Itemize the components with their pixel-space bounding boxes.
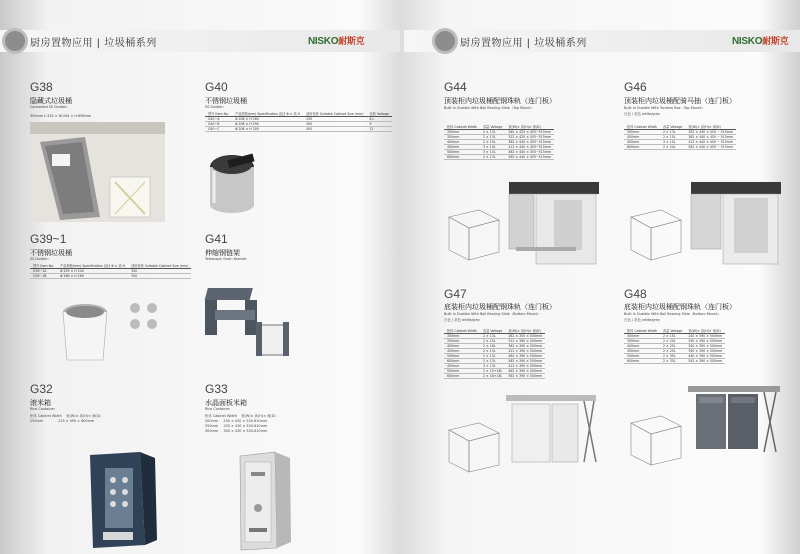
table-cell: 400 (303, 127, 366, 132)
table-cell: 2 × 18L (480, 344, 505, 349)
table-cell: 宽(W)× 高(H)× 深(D) (685, 124, 736, 130)
table-cell: 9 (366, 122, 391, 127)
table-cell: 柜体 Cabinet Width (444, 124, 480, 130)
table-cell: 2 × 35L (660, 359, 685, 364)
table-header-row (444, 124, 554, 130)
model-g39-1: G39~1 (30, 232, 67, 246)
table-cell: 500mm (624, 354, 660, 359)
table-row (444, 354, 545, 359)
table-row (444, 369, 545, 374)
table-cell: 412 × 440 × 455~515mm (505, 145, 554, 150)
product-color-g46: 白色 / 灰色 white/grey (624, 112, 660, 116)
table-cell: 240 × 390 × 500mm (685, 334, 725, 339)
table-cell: 2 × 15+18L (480, 369, 505, 374)
table-row (624, 354, 725, 359)
table-cell: 2 × 25L (660, 349, 685, 354)
table-row (624, 339, 725, 344)
table-cell: 柜体 Cabinet Width (624, 124, 660, 130)
table-cell: 300mm (624, 130, 660, 135)
table-cell: 宽(W)× 高(H)× 深(D) (685, 328, 725, 334)
table-cell: 2 × 15L (660, 334, 685, 339)
table-row (624, 349, 725, 354)
table-cell: 542 × 390 × 500mm (685, 359, 725, 364)
table-cell: 宽(W)× 高(H)× 深(D) (505, 124, 554, 130)
product-name-g33: 水晶面板米箱 (205, 399, 247, 407)
product-en-g40: SS Dustbin (205, 105, 224, 109)
table-cell: 500mm (444, 369, 480, 374)
table-header: 适用柜体 Suitable Cabinet Size (mm) (303, 111, 366, 117)
table-cell: Φ 208 × H 290 (232, 122, 303, 127)
product-en-g46: Built In Dustbin With Tandem Box（Top Mount） (624, 106, 705, 110)
table-row (444, 344, 545, 349)
table-cell: 450mm (444, 364, 480, 369)
table-cell: 462 × 440 × 455~515mm (505, 150, 554, 155)
product-en-g47: Built In Dustbin With Ball Bearing Slide（Bottom Mount） (444, 312, 541, 316)
model-g33: G33 (205, 382, 228, 396)
product-en-g39-1: SS Dustbin (30, 257, 49, 261)
table-cell: 400mm (624, 344, 660, 349)
table-cell: 300 (303, 122, 366, 127)
table-cell: 3 × 13L (480, 364, 505, 369)
table-cell: 600mm (444, 359, 480, 364)
table-row (444, 155, 554, 160)
table-cell: 562 × 440 × 455~515mm (505, 155, 554, 160)
table-row (444, 334, 545, 339)
table-cell: 412 × 390 × 500mm (505, 364, 545, 369)
table-cell: 350mm (444, 339, 480, 344)
table-cell: G40~A (205, 117, 232, 122)
g41-image (200, 280, 300, 365)
table-cell: 300mm (624, 334, 660, 339)
model-g38: G38 (30, 80, 53, 94)
table-cell: 262 × 355 × 500mm (505, 334, 545, 339)
product-name-g48: 底装柜内垃圾桶配钢珠轨（连门板） (624, 303, 736, 311)
product-color-g48: 白色 / 灰色 white/grey (624, 318, 660, 322)
model-g32: G32 (30, 382, 53, 396)
table-cell: 8 L (366, 117, 391, 122)
table-cell: 2 × 18+18L (480, 374, 505, 379)
table-row (30, 274, 191, 279)
table-cell: 390 × 390 × 500mm (685, 349, 725, 354)
product-name-g41: 伸缩钢链架 (205, 249, 240, 257)
product-en-g44: Built In Dustbin With Ball Bearing Slide（Top Mount） (444, 106, 534, 110)
table-cell: 262 × 440 × 450 ~ 515mm (685, 130, 736, 135)
table-cell: 2 × 13L (480, 349, 505, 354)
table-cell: 2 × 20L (660, 145, 685, 150)
table-cell: 容量 Voltage (480, 328, 505, 334)
table-cell: 440 × 390 × 500mm (685, 354, 725, 359)
table-cell: 350mm (624, 339, 660, 344)
g38-image (30, 122, 165, 222)
model-g40: G40 (205, 80, 228, 94)
product-color-g47: 白色 / 灰色 white/grey (444, 318, 480, 322)
header-circle-icon (2, 28, 28, 54)
table-cell: Φ 259 × H 240 (57, 269, 128, 274)
table-cell: 2 × 15L (480, 339, 505, 344)
table-cell: 2 × 15L (660, 135, 685, 140)
g39-image (30, 290, 165, 365)
brand-logo (732, 34, 788, 47)
table-cell: G39~1A (30, 269, 57, 274)
table-cell: 2 × 13L (480, 155, 505, 160)
table-row (624, 359, 725, 364)
table-cell: 300mm (444, 130, 480, 135)
logo-text: NISKO (308, 36, 339, 47)
table-cell: 3 × 13L (480, 150, 505, 155)
table-cell: 462 × 390 × 500mm (505, 354, 545, 359)
table-cell: 562 × 390 × 500mm (505, 374, 545, 379)
header-circle-icon (432, 28, 458, 54)
table-cell: 2 × 13L (480, 130, 505, 135)
table-header: 型号 Item No. (205, 111, 232, 117)
table-header: 型号 Item No. (30, 263, 57, 269)
table-cell: 2 × 13L (480, 354, 505, 359)
logo-cn-text: 耐斯克 (338, 36, 365, 46)
table-cell: 362 × 440 × 450 ~ 515mm (685, 135, 736, 140)
model-g41: G41 (205, 232, 228, 246)
product-name-g32: 滚米箱 (30, 399, 51, 407)
table-cell: 450mm (444, 145, 480, 150)
product-name-g40: 不锈钢垃圾桶 (205, 97, 247, 105)
table-cell: 2 × 20L (660, 339, 685, 344)
table-cell: 312 × 425 × 455~515mm (505, 135, 554, 140)
g32-image (85, 450, 160, 550)
table-cell: Φ 208 × H 300 (232, 127, 303, 132)
table-cell: 450mm (624, 349, 660, 354)
table-cell: 450mm (444, 349, 480, 354)
g46-image (626, 172, 786, 272)
table-cell: 2 × 13L (660, 130, 685, 135)
product-name-g44: 顶装柜内垃圾桶配钢珠轨（连门板） (444, 97, 556, 105)
product-en-g48: Built In Dustbin With Ball Bearing Slide（Bottom Mount） (624, 312, 721, 316)
table-cell: 562 × 390 × 500mm (505, 359, 545, 364)
table-cell: G39~1B (30, 274, 57, 279)
table-row (444, 339, 545, 344)
table-cell: 3 × 10L (480, 145, 505, 150)
logo-cn-text: 耐斯克 (762, 36, 789, 46)
model-g44: G44 (444, 80, 467, 94)
table-cell: 600mm (444, 155, 480, 160)
model-g46: G46 (624, 80, 647, 94)
g44-spec-table (444, 124, 554, 160)
table-header: 产品规格(mm) Specification 直径 Φ × 高 H (57, 263, 128, 269)
g40-spec-table (205, 111, 392, 132)
table-cell: 2 × 13L (480, 135, 505, 140)
table-cell: G40~C (205, 127, 232, 132)
table-cell: 柜体 Cabinet Width (624, 328, 660, 334)
product-en-g32: Rice Container (30, 407, 55, 411)
g48-spec-table (624, 328, 725, 364)
g47-image (444, 390, 604, 475)
header-title: 厨房置物应用 | 垃圾桶系列 (460, 38, 587, 49)
table-row (624, 344, 725, 349)
table-cell: 462 × 390 × 500mm (505, 369, 545, 374)
table-row (444, 374, 545, 379)
table-header-row (444, 328, 545, 334)
table-cell: 容量 Voltage (480, 124, 505, 130)
table-cell: 容量 Voltage (660, 328, 685, 334)
table-cell: Φ 208 × H 260 (232, 117, 303, 122)
table-cell: 562 × 440 × 450 ~ 515mm (685, 145, 736, 150)
brand-logo (308, 34, 364, 47)
table-cell: 2 × 13L (480, 334, 505, 339)
table-cell: 450mm (624, 140, 660, 145)
table-cell: 340 × 390 × 500mm (685, 344, 725, 349)
table-cell: 400mm (624, 135, 660, 140)
product-name-g39-1: 不锈钢垃圾桶 (30, 249, 72, 257)
right-page (404, 0, 800, 554)
g33-image (235, 448, 300, 552)
product-en-g38: Concealed SS Dustbin (30, 105, 68, 109)
table-cell: 600mm (624, 359, 660, 364)
table-header-row (624, 124, 736, 130)
table-cell: 2 × 13L (480, 359, 505, 364)
table-cell: 2 × 25L (660, 344, 685, 349)
product-name-g46: 顶装柜内垃圾桶配骑马抽（连门板） (624, 97, 736, 105)
g48-image (626, 378, 786, 468)
table-cell: 宽(W)× 高(H)× 深(D) (505, 328, 545, 334)
product-spec-g32: 柜体 Cabinet Width 宽(W)× 高(H)× 深(D) 250mm 225 × 490 × 600mm (30, 414, 101, 423)
product-en-g41: Telescopic Drain Bracket (205, 257, 247, 261)
table-cell: 600mm (444, 374, 480, 379)
table-header: 适用柜体 Suitable Cabinet Size (mm) (128, 263, 191, 269)
table-cell: 12 (366, 127, 391, 132)
table-cell: 柜体 Cabinet Width (444, 328, 480, 334)
table-cell: 312 × 390 × 500mm (505, 339, 545, 344)
table-cell: 250 (303, 117, 366, 122)
table-cell: 600mm (624, 145, 660, 150)
table-cell: 362 × 390 × 500mm (505, 344, 545, 349)
table-header: 容积 Voltage (366, 111, 391, 117)
table-header-row (624, 328, 725, 334)
product-name-g38: 隐藏式垃圾桶 (30, 97, 72, 105)
table-cell: G40~B (205, 122, 232, 127)
g40-image (200, 145, 270, 215)
table-cell: 350 (128, 274, 191, 279)
table-cell: 412 × 440 × 450 ~ 515mm (685, 140, 736, 145)
model-g48: G48 (624, 287, 647, 301)
table-cell: 412 × 390 × 500mm (505, 349, 545, 354)
table-cell: 262 × 425 × 455~515mm (505, 130, 554, 135)
logo-text: NISKO (732, 36, 763, 47)
product-name-g47: 底装柜内垃圾桶配钢珠轨（连门板） (444, 303, 556, 311)
product-en-g33: Rice Container (205, 407, 230, 411)
table-cell: 290 × 390 × 500mm (685, 339, 725, 344)
g47-spec-table (444, 328, 545, 379)
model-g47: G47 (444, 287, 467, 301)
table-cell: 500mm (444, 150, 480, 155)
table-cell: 300mm (444, 334, 480, 339)
table-row (624, 334, 725, 339)
g44-image (444, 172, 604, 272)
table-cell: 400mm (444, 140, 480, 145)
header-title: 厨房置物应用 | 垃圾桶系列 (30, 38, 157, 49)
table-row (444, 349, 545, 354)
table-cell: 容量 Voltage (660, 124, 685, 130)
table-cell: 350mm (444, 135, 480, 140)
table-row (205, 127, 392, 132)
table-cell: 2 × 35L (660, 354, 685, 359)
table-header: 产品规格(mm) Specification 直径 Φ × 高 H (232, 111, 303, 117)
g46-spec-table (624, 124, 736, 150)
table-cell: Φ 266 × H 269 (57, 274, 128, 279)
table-cell: 500mm (444, 354, 480, 359)
g39-spec-table (30, 263, 191, 279)
table-cell: 300 (128, 269, 191, 274)
table-row (624, 145, 736, 150)
table-row (444, 364, 545, 369)
table-cell: 400mm (444, 344, 480, 349)
table-cell: 2 × 15L (480, 140, 505, 145)
product-spec-g33: 柜体 Cabinet Width 宽(W)× 高(H)× 深(D) 200mm 200 × 430 × 530-610mm 250mm 250 × 430 × 530-610mm 300mm 300 × 430 × 530-610mm (205, 414, 276, 433)
table-cell: 362 × 440 × 455~515mm (505, 140, 554, 145)
product-spec-g38: 300mm L:335 × W:244 × H:696mm (30, 114, 92, 118)
table-cell: 3 × 10L (660, 140, 685, 145)
table-row (444, 359, 545, 364)
